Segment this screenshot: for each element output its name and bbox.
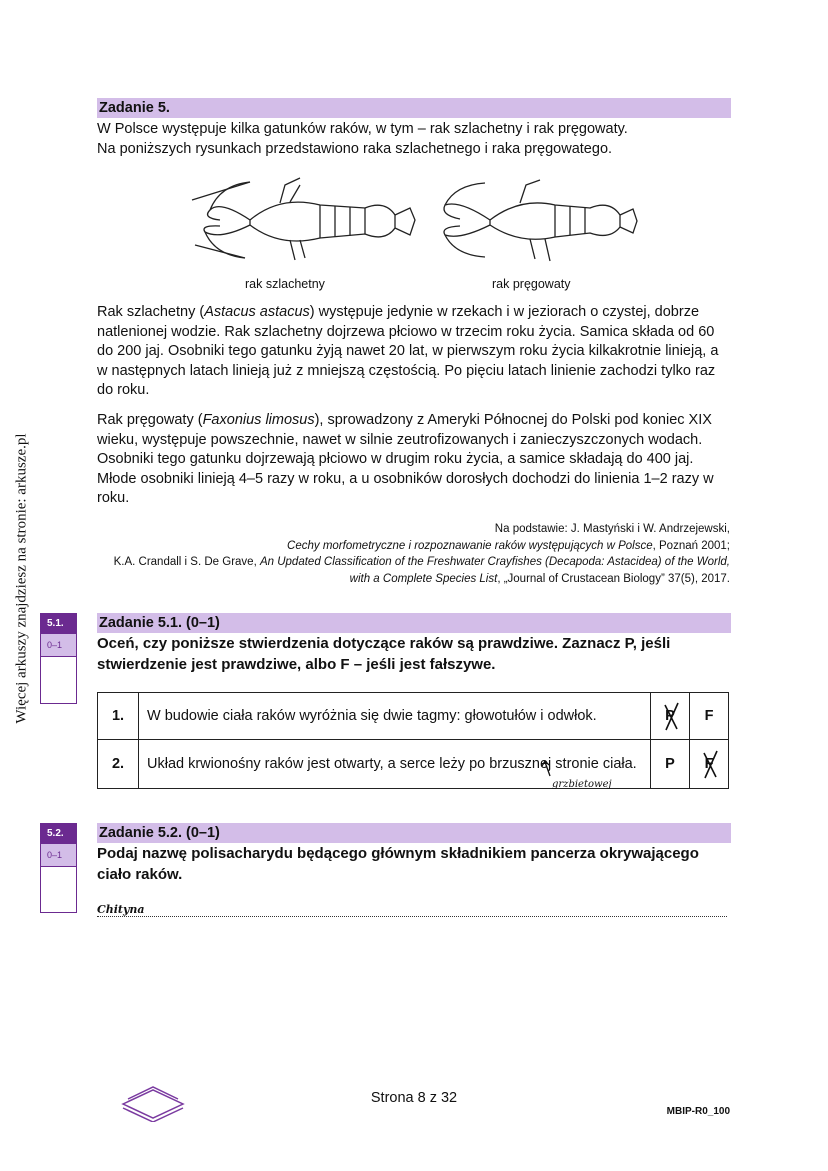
handwritten-correction: grzbietowej <box>552 779 612 790</box>
intro-line: W Polsce występuje kilka gatunków raków, w tym – rak szlachetny i rak pręgowaty. <box>97 121 628 137</box>
page-number: Strona 8 z 32 <box>370 1090 458 1106</box>
label: P <box>665 708 675 724</box>
cross-mark-icon <box>690 740 730 789</box>
arrow-icon <box>540 760 554 778</box>
score-box-5-1 <box>40 613 77 704</box>
spinycheek-crayfish-drawing <box>430 175 640 265</box>
label: F <box>704 756 714 772</box>
text: ), sprowadzony z Ameryki Północnej do Polski pod koniec XIX wieku, występuje powszechnie, nawet w silnie zeutrofizowanych i zanieczyszczonych wodach. Osobniki tego gatunku dojrzewają płciowo w drugim roku życia, a samice składają do 400 jaj. Młode osobniki linieją 4–5 razy w roku, a u osobników dorosłych dochodzi do linienia 1–2 razy w roku. <box>97 412 714 506</box>
paragraph-spinycheek <box>97 411 727 509</box>
citation <box>90 521 730 587</box>
citation-line <box>90 554 730 587</box>
paragraph-noble <box>97 303 727 401</box>
citation-line <box>90 538 730 555</box>
intro-line: Na poniższych rysunkach przedstawiono raka szlachetnego i raka pręgowatego. <box>97 140 613 157</box>
option-f[interactable]: F <box>690 693 729 740</box>
points-range: 0–1 <box>41 844 76 867</box>
true-false-table <box>97 692 729 789</box>
text: ) występuje jedynie w rzekach i w jeziorach o czystej, dobrze natlenionej wodzie. Rak szlachetny dojrzewa płciowo w trzecim roku życia. Samica składa od 60 do 200 jaj. Osobniki tego gatunku żyją nawet 20 lat, w pierwszym roku życia kilkakrotnie linieją, a w następnych latach linieją już z mniejszą częstością. Po pięciu latach linienie zachodzi tylko raz do roku. <box>97 304 719 398</box>
noble-crayfish-drawing <box>190 170 420 270</box>
task51-instruction: Oceń, czy poniższe stwierdzenia dotyczące raków są prawdziwe. Zaznacz P, jeśli stwierdzenie jest prawdziwe, albo F – jeśli jest fałszywe. <box>97 635 671 673</box>
task52-title: Zadanie 5.2. (0–1) <box>97 823 731 843</box>
citation-title: Cechy morfometryczne i rozpoznawanie raków występujących w Polsce <box>287 539 653 552</box>
row-number: 2. <box>98 740 139 789</box>
task5-intro <box>97 120 737 159</box>
option-p[interactable] <box>651 693 690 740</box>
text: K.A. Crandall i S. De Grave, <box>113 556 260 568</box>
task5-title: Zadanie 5. <box>97 98 731 118</box>
text: Rak szlachetny ( <box>97 304 205 320</box>
task-number: 5.2. <box>41 824 76 844</box>
caption-spinycheek: rak pręgowaty <box>492 277 571 291</box>
task52-instruction: Podaj nazwę polisacharydu będącego głównym składnikiem pancerza okrywającego ciało raków. <box>97 845 699 883</box>
option-p[interactable]: P <box>651 740 690 789</box>
text: Rak pręgowaty ( <box>97 412 203 428</box>
score-box-5-2 <box>40 823 77 913</box>
species-name: Astacus astacus <box>204 304 310 320</box>
caption-noble: rak szlachetny <box>245 277 325 291</box>
option-f[interactable] <box>690 740 729 789</box>
table-row <box>98 693 729 740</box>
text: , „Journal of Crustacean Biology” 37(5), 2017. <box>497 572 730 585</box>
row-number: 1. <box>98 693 139 740</box>
statement: Układ krwionośny raków jest otwarty, a serce leży po brzusznej stronie ciała. <box>139 740 651 789</box>
citation-title: An Updated Classification of the Freshwater Crayfishes (Decapoda: Astacidea) of the World, with a Complete Species List <box>259 556 730 585</box>
task-number: 5.1. <box>41 614 76 634</box>
citation-line: Na podstawie: J. Mastyński i W. Andrzejewski, <box>494 523 730 535</box>
answer-field[interactable] <box>97 900 727 917</box>
text: , Poznań 2001; <box>652 539 730 552</box>
handwritten-answer: Chityna <box>97 903 145 916</box>
table-row <box>98 740 729 789</box>
cross-mark-icon <box>651 693 691 740</box>
task51-title: Zadanie 5.1. (0–1) <box>97 613 731 633</box>
statement: W budowie ciała raków wyróżnia się dwie tagmy: głowotułów i odwłok. <box>139 693 651 740</box>
species-name: Faxonius limosus <box>202 412 315 428</box>
exam-code: MBIP-R0_100 <box>666 1106 730 1117</box>
points-range: 0–1 <box>41 634 76 657</box>
side-note: Więcej arkuszy znajdziesz na stronie: arkusze.pl <box>13 433 30 724</box>
